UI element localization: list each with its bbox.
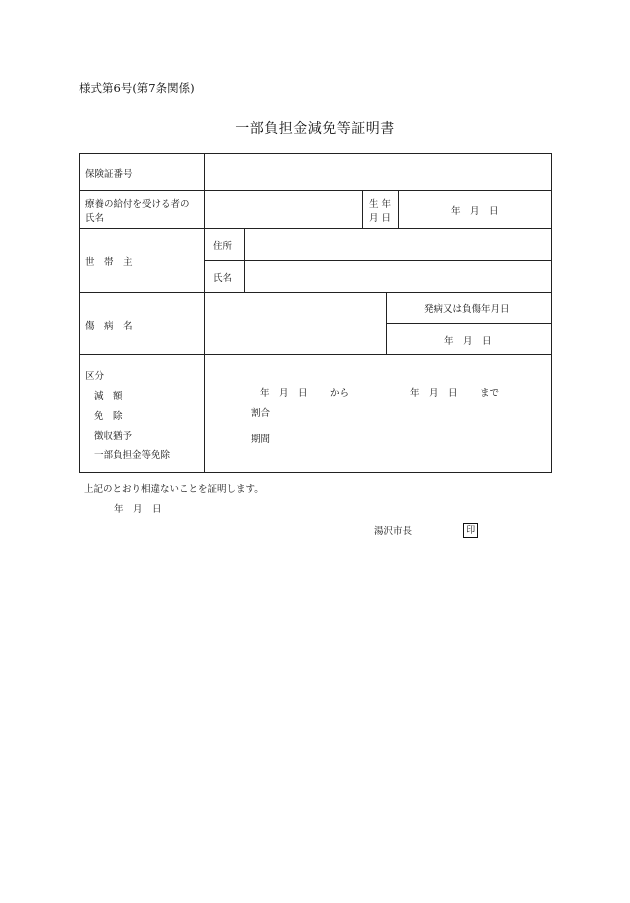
household-head-label: 世 帯 主 [85, 257, 133, 268]
page-title: 一部負担金減免等証明書 [235, 121, 395, 137]
period-from-word: から [330, 388, 350, 399]
insurance-number-field[interactable] [206, 155, 550, 189]
form-id: 様式第6号(第7条関係) [79, 81, 195, 95]
insurance-number-label: 保険証番号 [85, 169, 133, 180]
category-exemption[interactable]: 免 除 [94, 411, 123, 422]
issuer-title: 湯沢市長 [374, 526, 413, 537]
address-label: 住所 [213, 241, 233, 252]
onset-date-field[interactable]: 年 月 日 [444, 336, 492, 347]
disease-name-field[interactable] [206, 294, 385, 353]
seal-stamp [463, 523, 478, 538]
certification-text: 上記のとおり相違ないことを証明します。 [84, 484, 264, 495]
certificate-table [79, 153, 552, 473]
category-partial-exemption[interactable]: 一部負担金等免除 [94, 450, 171, 461]
category-heading: 区分 [85, 371, 105, 382]
birth-label-line2: 月 日 [369, 213, 392, 224]
period-to-date[interactable]: 年 月 日 [410, 388, 458, 399]
period-from-date[interactable]: 年 月 日 [260, 388, 308, 399]
period-label: 期間 [251, 434, 271, 445]
onset-date-label: 発病又は負傷年月日 [424, 304, 510, 315]
recipient-name-field[interactable] [206, 192, 361, 227]
category-reduction[interactable]: 減 額 [94, 391, 123, 402]
recipient-label-line2: 氏名 [85, 213, 105, 224]
birth-date-field[interactable]: 年 月 日 [451, 206, 499, 217]
address-field[interactable] [246, 230, 550, 259]
recipient-label-line1: 療養の給付を受ける者の [85, 199, 190, 210]
birth-label-line1: 生 年 [369, 199, 392, 210]
ratio-label: 割合 [251, 408, 271, 419]
head-name-field[interactable] [246, 262, 550, 291]
head-name-label: 氏名 [213, 273, 233, 284]
seal-text: 印 [466, 525, 475, 536]
category-deferral[interactable]: 徴収猶予 [94, 431, 133, 442]
disease-label: 傷 病 名 [85, 321, 133, 332]
period-to-word: まで [480, 388, 500, 399]
issue-date[interactable]: 年 月 日 [114, 504, 162, 515]
